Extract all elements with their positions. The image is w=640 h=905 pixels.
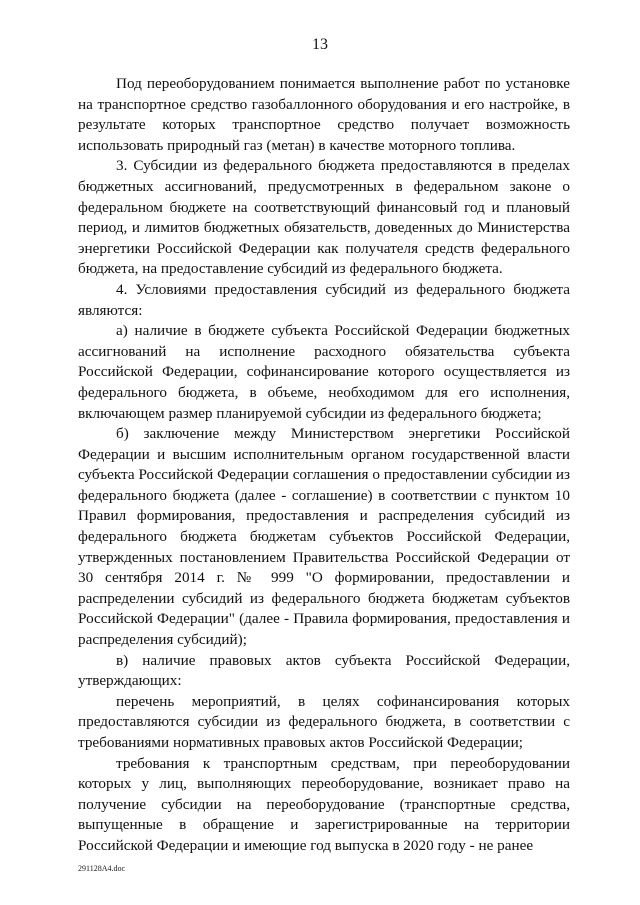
paragraph-4a: а) наличие в бюджете субъекта Российской Федерации бюджетных ассигнований на исполнение расходного обязательства субъекта Российской Федерации, софинансирование которого осуществляется из федерального бюджета, в объеме, необходимом для его исполнения, включающем размер планируемой субсидии из федерального бюджета; <box>78 322 570 422</box>
page-number: 13 <box>312 36 328 53</box>
paragraph-event-list: перечень мероприятий, в целях софинансирования которых предоставляются субсидии из федерального бюджета, в соответствии с требованиями нормативных правовых актов Российской Федерации; <box>78 692 570 751</box>
paragraph-conversion-definition: Под переоборудованием понимается выполнение работ по установке на транспортное средство газобаллонного оборудования и его настройке, в результате которых транспортное средство получает возможность использовать природный газ (метан) в качестве моторного топлива. <box>78 75 570 154</box>
paragraph-3-budget-limits: 3. Субсидии из федерального бюджета предоставляются в пределах бюджетных ассигнований, предусмотренных в федеральном законе о федеральном бюджете на соответствующий финансовый год и плановый период, и лимитов бюджетных обязательств, доведенных до Министерства энергетики Российской Федерации как получателя средств федерального бюджета, на предоставление субсидий из федерального бюджета. <box>78 157 570 278</box>
document-body <box>78 74 570 857</box>
paragraph-vehicle-requirements: требования к транспортным средствам, при переоборудовании которых у лиц, выполняющих переоборудование, возникает право на получение субсидии на переоборудование (транспортные средства, выпущенные в обращение и зарегистрированные на территории Российской Федерации и имеющие год выпуска в 2020 году - не ранее <box>78 754 570 854</box>
paragraph-4-conditions: 4. Условиями предоставления субсидий из федерального бюджета являются: <box>78 280 570 319</box>
paragraph-4c: в) наличие правовых актов субъекта Российской Федерации, утверждающих: <box>78 651 570 690</box>
footer-file-name: 291128A4.doc <box>78 864 126 873</box>
paragraph-4b: б) заключение между Министерством энергетики Российской Федерации и высшим исполнительным органом государственной власти субъекта Российской Федерации соглашения о предоставлении субсидии из федерального бюджета (далее - соглашение) в соответствии с пунктом 10 Правил формирования, предоставления и распределения субсидий из федерального бюджета бюджетам субъектов Российской Федерации, утвержденных постановлением Правительства Российской Федерации от 30 сентября 2014 г. № 999 "О формировании, предоставлении и распределении субсидий из федерального бюджета бюджетам субъектов Российской Федерации" (далее - Правила формирования, предоставления и распределения субсидий); <box>78 425 570 649</box>
